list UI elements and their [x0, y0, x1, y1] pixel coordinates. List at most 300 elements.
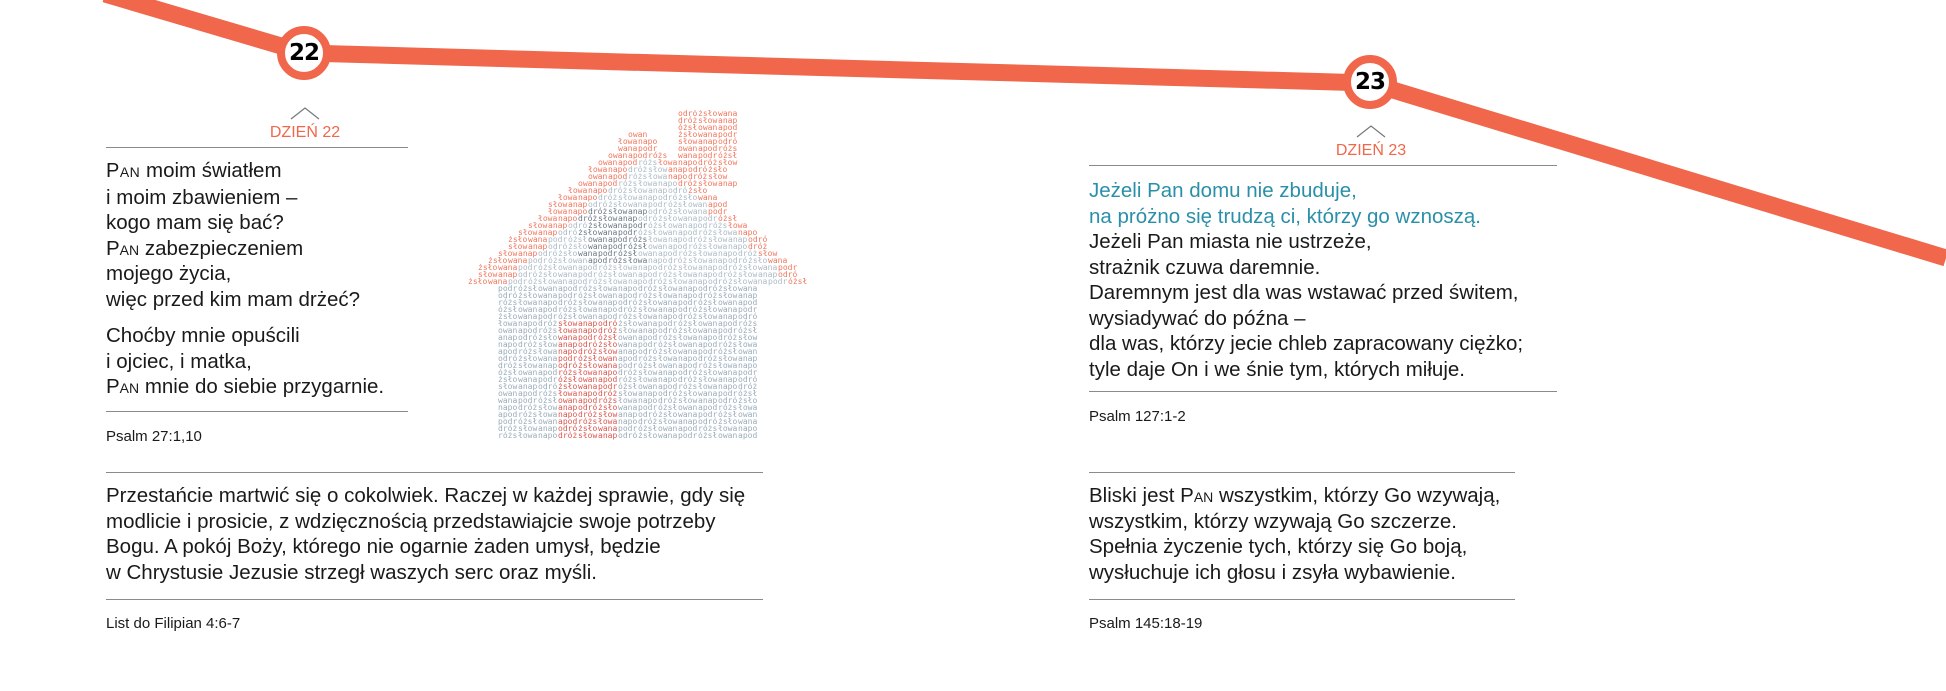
word-art-glyph: óżsł — [678, 123, 698, 132]
word-art-glyph: dróż — [698, 354, 718, 363]
word-art-glyph: napo — [618, 417, 638, 426]
word-art-glyph: dróż — [638, 417, 658, 426]
word-art-glyph: dróż — [678, 116, 698, 125]
word-art-glyph: anap — [728, 235, 748, 244]
word-art-glyph: owan — [578, 312, 598, 321]
word-art-glyph: napo — [538, 431, 558, 440]
word-art-glyph: łowa — [738, 340, 758, 349]
verse-text: zabezpieczeniem — [139, 236, 304, 260]
word-art-glyph: żsło — [708, 165, 728, 174]
word-art-glyph: żsło — [518, 354, 538, 363]
word-art-glyph: odró — [618, 298, 638, 307]
verse-line — [106, 374, 384, 400]
word-art-glyph: żsło — [598, 403, 618, 412]
word-art-glyph: podr — [608, 242, 628, 251]
word-art-glyph: łowa — [538, 214, 558, 223]
word-art-glyph: apod — [638, 333, 658, 342]
word-art-glyph: różs — [618, 312, 638, 321]
word-art-glyph: żsło — [598, 340, 618, 349]
word-art-glyph: żsło — [498, 312, 518, 321]
word-art-glyph: odró — [658, 193, 678, 202]
psalm-145-passage — [1089, 483, 1500, 585]
word-art-glyph: łowa — [548, 207, 568, 216]
word-art-glyph: anap — [668, 165, 688, 174]
reference-psalm-127: Psalm 127:1-2 — [1089, 408, 1186, 425]
word-art-glyph: łowa — [638, 179, 658, 188]
word-art-glyph: napo — [568, 207, 588, 216]
word-art-glyph: wana — [608, 221, 628, 230]
word-art-glyph: słow — [658, 417, 678, 426]
word-art-glyph: owan — [618, 333, 638, 342]
word-art-glyph: dróż — [498, 424, 518, 433]
word-art-glyph: słow — [678, 396, 698, 405]
word-art-glyph: słow — [708, 235, 728, 244]
word-art-glyph: owan — [718, 431, 738, 440]
word-art-glyph: dróż — [598, 326, 618, 335]
word-art-glyph: owan — [498, 389, 518, 398]
word-art-glyph: owan — [608, 151, 628, 160]
passage-line: modlicie i prosicie, z wdzięcznością przedstawiajcie swoje potrzeby — [106, 509, 716, 533]
word-art-glyph: słow — [678, 263, 698, 272]
word-art-glyph: wana — [738, 417, 758, 426]
word-art-glyph: dróż — [618, 305, 638, 314]
word-art-glyph: napo — [578, 326, 598, 335]
passage-line: Przestańcie martwić się o cokolwiek. Raczej w każdej sprawie, gdy się — [106, 484, 746, 507]
word-art-glyph: apod — [708, 200, 728, 209]
word-art-glyph: apod — [718, 123, 738, 132]
word-art-glyph: napo — [648, 256, 668, 265]
word-art-glyph: napo — [738, 424, 758, 433]
word-art-glyph: napo — [598, 305, 618, 314]
day-23-badge — [1343, 55, 1397, 109]
word-art-glyph: podr — [498, 417, 518, 426]
word-art-glyph: anap — [738, 291, 758, 300]
word-art-glyph: różs — [648, 151, 668, 160]
word-art-glyph: różs — [538, 326, 558, 335]
word-art-glyph: słow — [548, 200, 568, 209]
word-art-glyph: owan — [598, 291, 618, 300]
word-art-glyph: słow — [598, 410, 618, 419]
word-art-glyph: napo — [678, 158, 698, 167]
word-art-glyph: napo — [738, 361, 758, 370]
word-art-glyph: napo — [638, 137, 658, 146]
word-art-glyph: słow — [518, 424, 538, 433]
word-art-glyph: łowa — [598, 417, 618, 426]
word-art-glyph: anap — [638, 326, 658, 335]
word-art-glyph: anap — [518, 382, 538, 391]
word-art-glyph: słow — [698, 375, 718, 384]
word-art-glyph: apod — [738, 431, 758, 440]
word-art-glyph: óżsł — [678, 319, 698, 328]
pan-smallcaps: Pan — [106, 160, 141, 182]
word-art-glyph: odró — [638, 214, 658, 223]
word-art-glyph: podr — [698, 214, 718, 223]
word-art-glyph: podr — [578, 333, 598, 342]
word-art-glyph: wana — [528, 235, 548, 244]
word-art-glyph: dróż — [648, 277, 668, 286]
word-art-glyph: apod — [518, 389, 538, 398]
word-art-glyph: napo — [678, 354, 698, 363]
word-art-glyph: owan — [618, 270, 638, 279]
word-art-glyph: różs — [618, 179, 638, 188]
word-art-glyph: óżsł — [738, 326, 758, 335]
philippians-passage — [106, 483, 745, 585]
word-art-glyph: anap — [658, 368, 678, 377]
word-art-glyph: owan — [688, 200, 708, 209]
word-art-glyph: anap — [538, 361, 558, 370]
word-art-glyph: anap — [498, 333, 518, 342]
word-art-glyph: słow — [528, 221, 548, 230]
word-art-glyph: różs — [518, 347, 538, 356]
word-art-glyph: słow — [478, 270, 498, 279]
word-art-glyph: łowa — [558, 389, 578, 398]
word-art-glyph: anap — [688, 277, 708, 286]
word-art-glyph: łowa — [518, 298, 538, 307]
word-art-glyph: różs — [678, 249, 698, 258]
word-art-glyph: odró — [548, 242, 568, 251]
word-art-glyph: dróż — [578, 410, 598, 419]
word-art-glyph: óżsł — [558, 312, 578, 321]
word-art-glyph: żsło — [658, 410, 678, 419]
word-art-glyph: wana — [768, 256, 788, 265]
word-art-glyph: napo — [668, 172, 688, 181]
word-art-glyph: odró — [498, 291, 518, 300]
word-art-glyph: łowa — [598, 284, 618, 293]
verse-line — [106, 158, 360, 185]
word-art-glyph: łowa — [718, 424, 738, 433]
word-art-glyph: apod — [518, 326, 538, 335]
psalm-27-verse-2 — [106, 323, 384, 400]
word-art-glyph: różs — [498, 431, 518, 440]
word-art-glyph: różs — [598, 263, 618, 272]
word-art-glyph: łowa — [638, 312, 658, 321]
word-art-glyph: odró — [748, 235, 768, 244]
verse-line: mojego życia, — [106, 262, 232, 285]
word-art-glyph: dróż — [738, 382, 758, 391]
psalm-27-verse-1 — [106, 158, 360, 312]
word-art-glyph: wana — [718, 110, 738, 118]
word-art-glyph: anap — [718, 312, 738, 321]
verse-line: Daremnym jest dla was wstawać przed świtem, — [1089, 281, 1519, 304]
word-art-glyph: różs — [618, 375, 638, 384]
word-art-glyph: owan — [658, 228, 678, 237]
word-art-glyph: dróż — [718, 270, 738, 279]
word-art-glyph: napo — [588, 186, 608, 195]
word-art-glyph: wana — [698, 389, 718, 398]
word-art-glyph: żsło — [578, 424, 598, 433]
word-art-glyph: dróż — [698, 291, 718, 300]
word-art-glyph: różs — [698, 361, 718, 370]
word-art-glyph: owan — [498, 326, 518, 335]
word-art-glyph: dróż — [598, 389, 618, 398]
word-art-glyph: odró — [718, 263, 738, 272]
word-art-glyph: owan — [638, 249, 658, 258]
word-art-glyph: odró — [518, 333, 538, 342]
word-art-glyph: słow — [498, 249, 518, 258]
word-art-glyph: óżsł — [538, 263, 558, 272]
word-art-glyph: wana — [678, 151, 698, 160]
word-art-glyph: napo — [628, 277, 648, 286]
word-art-glyph: anap — [718, 116, 738, 125]
verse-line: i moim zbawieniem – — [106, 185, 298, 209]
word-art-glyph: dróż — [688, 235, 708, 244]
reference-psalm-27: Psalm 27:1,10 — [106, 428, 202, 445]
word-art-glyph: napo — [698, 270, 718, 279]
word-art-glyph: odró — [718, 137, 738, 146]
word-art-glyph: łowa — [678, 333, 698, 342]
word-art-glyph: owan — [658, 424, 678, 433]
word-art-glyph: łowa — [648, 172, 668, 181]
word-art-glyph: wana — [598, 228, 618, 237]
word-art-glyph: słow — [718, 354, 738, 363]
word-art-glyph: żsło — [578, 361, 598, 370]
word-art-glyph: wana — [488, 277, 508, 286]
word-art-glyph: owan — [538, 284, 558, 293]
word-art-glyph: wana — [498, 396, 518, 405]
psalm-127-verse — [1089, 178, 1523, 382]
word-art-glyph: wana — [698, 326, 718, 335]
word-art-glyph: żsło — [658, 214, 678, 223]
word-art-glyph: wana — [538, 291, 558, 300]
word-art-glyph: różs — [578, 417, 598, 426]
word-art-glyph: różs — [598, 396, 618, 405]
word-art-glyph: łowa — [538, 347, 558, 356]
word-art-glyph: odró — [578, 403, 598, 412]
word-art-glyph: óżsł — [638, 361, 658, 370]
word-art-glyph: dróż — [678, 375, 698, 384]
caret-up-icon — [1356, 124, 1386, 138]
word-art-glyph: różs — [658, 270, 678, 279]
verse-line — [106, 236, 360, 262]
word-art-glyph: łowa — [538, 410, 558, 419]
word-art-glyph: łowa — [568, 186, 588, 195]
word-art-glyph: anap — [698, 263, 718, 272]
word-art-glyph: słow — [498, 382, 518, 391]
word-art-glyph: żsło — [638, 431, 658, 440]
word-art-glyph: łowa — [578, 368, 598, 377]
word-art-glyph: owan — [628, 130, 648, 139]
word-art-glyph: anap — [738, 354, 758, 363]
word-art-glyph: anap — [618, 347, 638, 356]
word-art-glyph: podr — [518, 263, 538, 272]
word-art-glyph: odró — [678, 305, 698, 314]
word-art-glyph: apod — [668, 242, 688, 251]
word-art-glyph: napo — [698, 333, 718, 342]
word-art-glyph: podr — [618, 361, 638, 370]
word-art-glyph: owan — [538, 417, 558, 426]
word-art-glyph: owan — [658, 361, 678, 370]
word-art-glyph: owan — [738, 410, 758, 419]
word-art-glyph: owan — [518, 368, 538, 377]
word-art-glyph: łowa — [678, 270, 698, 279]
word-art-glyph: odró — [688, 165, 708, 174]
word-art-glyph: óżsł — [568, 235, 588, 244]
word-art-glyph: owan — [548, 277, 568, 286]
word-art-glyph: słow — [508, 242, 528, 251]
passage-line: wysłuchuje ich głosu i zsyła wybawienie. — [1089, 560, 1456, 584]
word-art-glyph: łowa — [728, 221, 748, 230]
word-art-glyph: podr — [558, 291, 578, 300]
word-art-glyph: wana — [698, 130, 718, 139]
word-art-glyph: różs — [698, 228, 718, 237]
word-art-glyph: wana — [678, 347, 698, 356]
verse-line: tyle daje On i we śnie tym, których miłuje. — [1089, 357, 1465, 381]
word-art-glyph: napo — [498, 403, 518, 412]
word-art-glyph: słow — [638, 368, 658, 377]
word-art-glyph: żsło — [638, 298, 658, 307]
word-art-glyph: dróż — [498, 361, 518, 370]
word-art-glyph: napo — [718, 249, 738, 258]
word-art-glyph: óżsł — [648, 221, 668, 230]
word-art-glyph: dróż — [578, 214, 598, 223]
word-art-glyph: apod — [498, 410, 518, 419]
word-art-glyph: anap — [618, 410, 638, 419]
word-art-glyph: podr — [618, 228, 638, 237]
word-art-glyph: óżsł — [528, 277, 548, 286]
word-art-glyph: napo — [578, 389, 598, 398]
caret-up-icon — [290, 106, 320, 120]
word-art-glyph: wana — [588, 242, 608, 251]
word-art-glyph: dróż — [638, 284, 658, 293]
word-art-glyph: óżsł — [498, 368, 518, 377]
word-art-glyph: owan — [698, 319, 718, 328]
word-art-glyph: wana — [698, 193, 718, 202]
word-art-glyph: podr — [638, 403, 658, 412]
word-art-glyph: odró — [618, 431, 638, 440]
word-art-glyph: dróż — [678, 179, 698, 188]
word-art-glyph: anap — [498, 270, 518, 279]
word-art-glyph: różs — [718, 403, 738, 412]
word-art-glyph: różs — [698, 424, 718, 433]
word-art-glyph: napo — [558, 410, 578, 419]
word-art-glyph: żsło — [748, 256, 768, 265]
word-art-glyph: różs — [558, 305, 578, 314]
word-art-glyph: apod — [598, 179, 618, 188]
word-art-glyph: wana — [598, 424, 618, 433]
word-art-glyph: żsło — [468, 277, 488, 286]
word-art-glyph: anap — [648, 186, 668, 195]
word-art-glyph: óżsł — [498, 305, 518, 314]
word-art-glyph: owan — [738, 347, 758, 356]
word-art-glyph: odró — [698, 284, 718, 293]
divider — [1089, 391, 1557, 392]
word-art-glyph: łowa — [558, 326, 578, 335]
word-art-glyph: apod — [718, 319, 738, 328]
word-art-glyph: napo — [498, 340, 518, 349]
word-art-glyph: dróż — [618, 368, 638, 377]
word-art-glyph: apod — [678, 424, 698, 433]
word-art-glyph: anap — [698, 137, 718, 146]
word-art-glyph: wana — [678, 214, 698, 223]
word-art-glyph: óżsł — [618, 249, 638, 258]
word-art-glyph: żsło — [618, 319, 638, 328]
word-art-glyph: napo — [728, 242, 748, 251]
word-art-glyph: owan — [648, 242, 668, 251]
word-art-glyph: óżsł — [638, 424, 658, 433]
word-art-glyph: anap — [708, 256, 728, 265]
word-art-glyph: anap — [718, 179, 738, 188]
word-art-glyph: podr — [508, 277, 528, 286]
word-art-glyph: żsło — [488, 256, 508, 265]
word-art-glyph: łowa — [518, 431, 538, 440]
word-art-glyph: napo — [658, 179, 678, 188]
word-art-glyph: różs — [558, 368, 578, 377]
house-word-art-icon — [448, 110, 828, 450]
passage-line: Bogu. A pokój Boży, którego nie ogarnie żaden umysł, będzie — [106, 535, 661, 558]
word-art-glyph: apod — [558, 417, 578, 426]
word-art-glyph: słow — [698, 312, 718, 321]
pan-smallcaps: Pan — [106, 236, 140, 260]
word-art-glyph: podr — [498, 284, 518, 293]
word-art-glyph: słow — [518, 361, 538, 370]
word-art-glyph: napo — [638, 263, 658, 272]
word-art-glyph: dróż — [518, 403, 538, 412]
word-art-glyph: podr — [548, 235, 568, 244]
word-art-glyph: apod — [628, 151, 648, 160]
word-art-glyph: anap — [698, 396, 718, 405]
word-art-glyph: óżsł — [788, 277, 808, 286]
word-art-glyph: żsło — [738, 396, 758, 405]
word-art-glyph: wana — [688, 207, 708, 216]
word-art-glyph: odró — [558, 361, 578, 370]
word-art-glyph: wana — [558, 333, 578, 342]
word-art-glyph: dróż — [688, 172, 708, 181]
word-art-glyph: apod — [538, 305, 558, 314]
word-art-glyph: różs — [518, 410, 538, 419]
word-art-glyph: różs — [588, 277, 608, 286]
word-art-glyph: napo — [618, 284, 638, 293]
word-art-glyph: różs — [628, 172, 648, 181]
day-23-label: DZIEŃ 23 — [1335, 142, 1407, 159]
day-23-number: 23 — [1354, 69, 1385, 95]
word-art-glyph: napo — [718, 382, 738, 391]
word-art-glyph: owan — [598, 354, 618, 363]
word-art-glyph: anap — [558, 340, 578, 349]
word-art-glyph: dróż — [668, 256, 688, 265]
word-art-glyph: słow — [608, 207, 628, 216]
word-art-glyph: różs — [658, 333, 678, 342]
verse-line: wysiadywać do późna – — [1089, 306, 1306, 330]
passage-line: w Chrystusie Jezusie strzegł waszych serc oraz myśli. — [106, 560, 597, 584]
word-art-glyph: apod — [678, 361, 698, 370]
word-art-glyph: owan — [678, 340, 698, 349]
word-art-glyph: łowa — [658, 291, 678, 300]
word-art-glyph: łowa — [698, 249, 718, 258]
word-art-glyph: napo — [558, 214, 578, 223]
word-art-glyph: odró — [648, 207, 668, 216]
word-art-glyph: łowa — [708, 242, 728, 251]
word-art-glyph: żsło — [588, 221, 608, 230]
divider — [1089, 165, 1557, 166]
word-art-glyph: anap — [568, 200, 588, 209]
word-art-glyph: różs — [538, 389, 558, 398]
word-art-glyph: odró — [638, 410, 658, 419]
word-art-glyph: odró — [738, 312, 758, 321]
word-art-glyph: łowa — [658, 158, 678, 167]
word-art-glyph: óżsł — [578, 291, 598, 300]
word-art-glyph: napo — [658, 375, 678, 384]
word-art-glyph: dróż — [558, 431, 578, 440]
word-art-glyph: żsło — [658, 347, 678, 356]
word-art-glyph: wana — [538, 354, 558, 363]
word-art-glyph: anap — [538, 424, 558, 433]
word-art-glyph: łowa — [738, 403, 758, 412]
word-art-glyph: słow — [738, 333, 758, 342]
word-art-glyph: podr — [638, 340, 658, 349]
word-art-glyph: apod — [608, 235, 628, 244]
word-art-glyph: apod — [498, 347, 518, 356]
word-art-glyph: wana — [748, 277, 768, 286]
